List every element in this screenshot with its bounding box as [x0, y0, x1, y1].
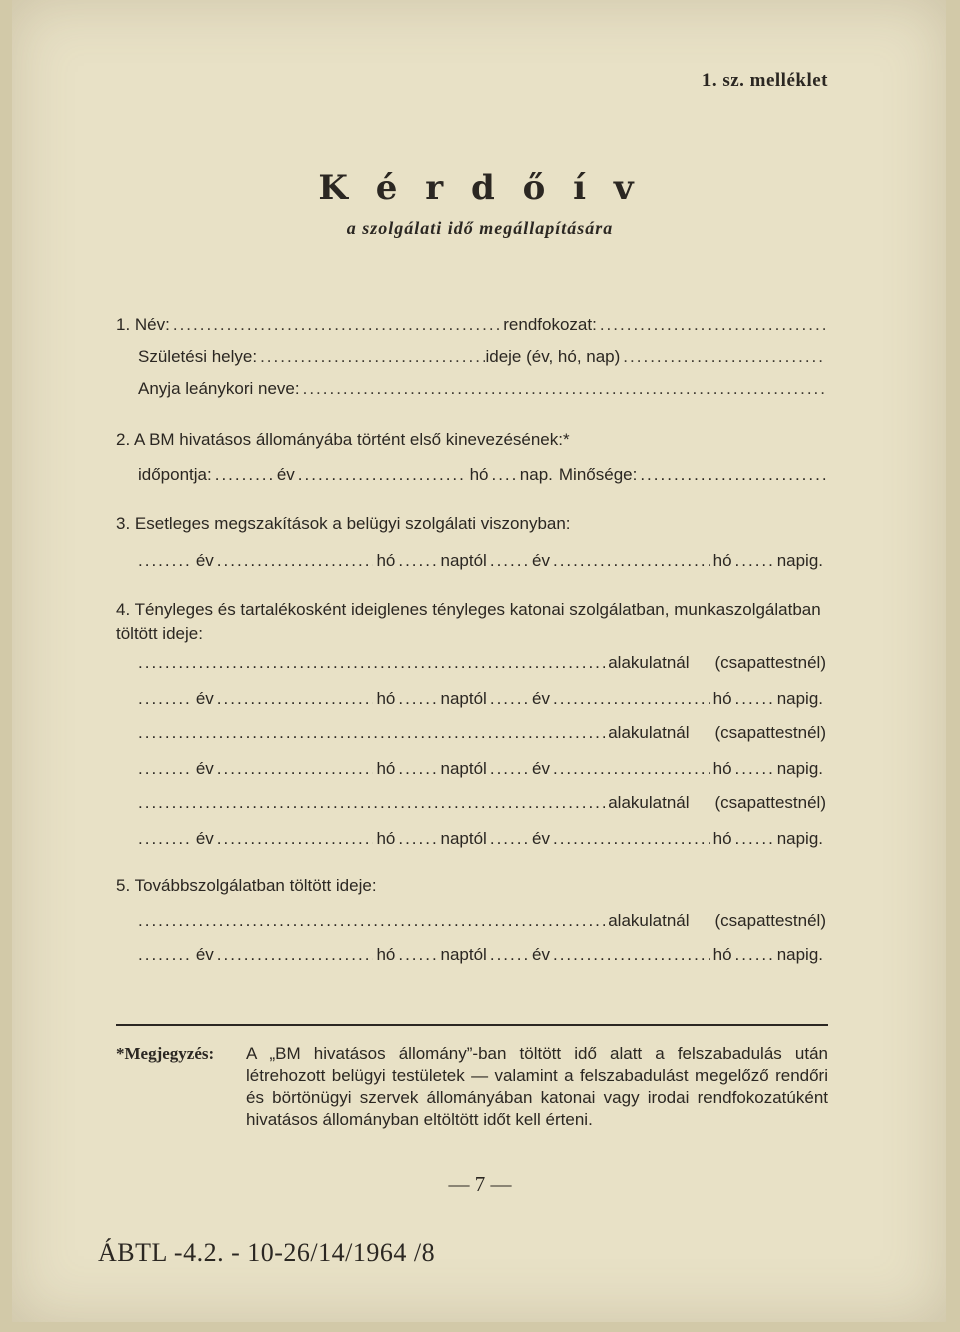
from-day-label: naptól — [440, 689, 487, 708]
annex-label: 1. sz. melléklet — [701, 70, 828, 91]
month-label: hó — [376, 759, 396, 778]
section-2-heading: 2. A BM hivatásos állományába történt első kinevezésének:* — [116, 430, 570, 449]
month-label: hó — [469, 465, 489, 484]
period-date-row — [138, 756, 826, 782]
period-date-row — [138, 942, 826, 968]
period-date-row — [138, 826, 826, 852]
month-label: hó — [712, 551, 732, 570]
troop-label: (csapattestnél) — [714, 911, 826, 930]
unit-name-field[interactable] — [138, 720, 605, 746]
to-day-field[interactable] — [735, 756, 774, 782]
footnote-label: *Megjegyzés: — [116, 1044, 215, 1063]
name-field[interactable] — [173, 312, 503, 338]
section-5-heading: 5. Továbbszolgálatban töltött ideje: — [116, 876, 377, 895]
archive-reference: ÁBTL -4.2. - 10-26/14/1964 /8 — [98, 1238, 436, 1267]
to-year-field[interactable] — [490, 686, 529, 712]
from-month-field[interactable] — [217, 756, 374, 782]
troop-label: (csapattestnél) — [714, 793, 826, 812]
mother-row — [138, 376, 826, 402]
unit-name-field[interactable] — [138, 790, 605, 816]
appointment-row — [138, 462, 826, 488]
to-month-field[interactable] — [553, 942, 710, 968]
to-day-field[interactable] — [735, 686, 774, 712]
unit-label: alakulatnál — [608, 911, 690, 930]
to-day-label: napig. — [776, 759, 824, 778]
month-label: hó — [376, 945, 396, 964]
unit-name-field[interactable] — [138, 908, 605, 934]
day-label: nap. — [519, 465, 553, 484]
form-title: K é r d ő í v — [318, 168, 642, 208]
from-day-field[interactable] — [398, 756, 437, 782]
to-year-field[interactable] — [490, 826, 529, 852]
from-day-field[interactable] — [398, 826, 437, 852]
from-year-field[interactable] — [138, 756, 193, 782]
to-month-field[interactable] — [553, 548, 710, 574]
month-label: hó — [712, 689, 732, 708]
from-day-field[interactable] — [398, 942, 437, 968]
from-day-field[interactable] — [398, 686, 437, 712]
year-label: év — [195, 945, 214, 964]
month-field[interactable] — [298, 462, 467, 488]
from-day-label: naptól — [440, 551, 487, 570]
from-month-field[interactable] — [217, 548, 374, 574]
year-label: év — [195, 689, 214, 708]
year-label: év — [195, 759, 214, 778]
year-label: év — [195, 551, 214, 570]
from-month-field[interactable] — [217, 826, 374, 852]
to-day-label: napig. — [776, 829, 824, 848]
to-year-field[interactable] — [490, 756, 529, 782]
birthplace-field[interactable] — [260, 344, 485, 370]
year-label: év — [532, 829, 550, 848]
to-year-field[interactable] — [490, 548, 529, 574]
day-field[interactable] — [491, 462, 516, 488]
note-divider — [116, 1024, 828, 1026]
year-label: év — [532, 945, 550, 964]
quality-field[interactable] — [640, 462, 826, 488]
from-year-field[interactable] — [138, 548, 193, 574]
to-day-label: napig. — [776, 945, 824, 964]
month-label: hó — [376, 689, 396, 708]
month-label: hó — [712, 759, 732, 778]
to-month-field[interactable] — [553, 686, 710, 712]
from-year-field[interactable] — [138, 826, 193, 852]
to-month-field[interactable] — [553, 756, 710, 782]
from-day-label: naptól — [440, 759, 487, 778]
birth-row — [138, 344, 826, 370]
from-day-label: naptól — [440, 945, 487, 964]
to-year-field[interactable] — [490, 942, 529, 968]
from-year-field[interactable] — [138, 686, 193, 712]
section-3-heading: 3. Esetleges megszakítások a belügyi szolgálati viszonyban: — [116, 514, 571, 533]
to-day-field[interactable] — [735, 826, 774, 852]
period-date-row — [138, 548, 826, 574]
year-label: év — [195, 829, 214, 848]
unit-label: alakulatnál — [608, 793, 690, 812]
from-day-field[interactable] — [398, 548, 437, 574]
from-month-field[interactable] — [217, 686, 374, 712]
date-label: időpontja: — [138, 465, 212, 484]
unit-row — [138, 650, 826, 676]
unit-row — [138, 720, 826, 746]
month-label: hó — [712, 829, 732, 848]
rank-field[interactable] — [600, 312, 826, 338]
mother-name-label: Anyja leánykori neve: — [138, 376, 303, 402]
year-field[interactable] — [215, 462, 274, 488]
unit-label: alakulatnál — [608, 723, 690, 742]
form-subtitle: a szolgálati idő megállapítására — [346, 218, 614, 238]
month-label: hó — [712, 945, 732, 964]
name-label: 1. Név: — [116, 312, 173, 338]
unit-row — [138, 790, 826, 816]
page-number: — 7 — — [448, 1172, 512, 1196]
year-label: év — [532, 551, 550, 570]
from-year-field[interactable] — [138, 942, 193, 968]
to-day-label: napig. — [776, 551, 824, 570]
unit-label: alakulatnál — [608, 653, 690, 672]
mother-name-field[interactable] — [303, 376, 826, 402]
year-label: év — [532, 759, 550, 778]
rank-label: rendfokozat: — [503, 312, 600, 338]
to-day-label: napig. — [776, 689, 824, 708]
from-month-field[interactable] — [217, 942, 374, 968]
from-day-label: naptól — [440, 829, 487, 848]
birthdate-field[interactable] — [623, 344, 826, 370]
to-month-field[interactable] — [553, 826, 710, 852]
year-label: év — [532, 689, 550, 708]
name-row — [116, 312, 826, 338]
to-day-field[interactable] — [735, 548, 774, 574]
period-date-row — [138, 686, 826, 712]
section-4-heading: 4. Tényleges és tartalékosként ideiglenes tényleges katonai szolgálatban, munkaszolgálatban töltött ideje: — [116, 600, 821, 643]
troop-label: (csapattestnél) — [714, 653, 826, 672]
month-label: hó — [376, 829, 396, 848]
unit-name-field[interactable] — [138, 650, 605, 676]
to-day-field[interactable] — [735, 942, 774, 968]
quality-label: Minősége: — [558, 465, 638, 484]
birthdate-label: ideje (év, hó, nap) — [485, 344, 623, 370]
month-label: hó — [376, 551, 396, 570]
unit-row — [138, 908, 826, 934]
year-label: év — [276, 465, 295, 484]
birthplace-label: Születési helye: — [138, 344, 260, 370]
footnote-text: A „BM hivatásos állomány”-ban töltött idő alatt a felszabadulás után létrehozott belügyi testületek — valamint a felszabadulást megelőző rendőri és börtönügyi szervek állományában katonai vagy irodai rendfokozatúként hivatásos állományban eltöltött időt kell érteni. — [246, 1044, 828, 1129]
troop-label: (csapattestnél) — [714, 723, 826, 742]
